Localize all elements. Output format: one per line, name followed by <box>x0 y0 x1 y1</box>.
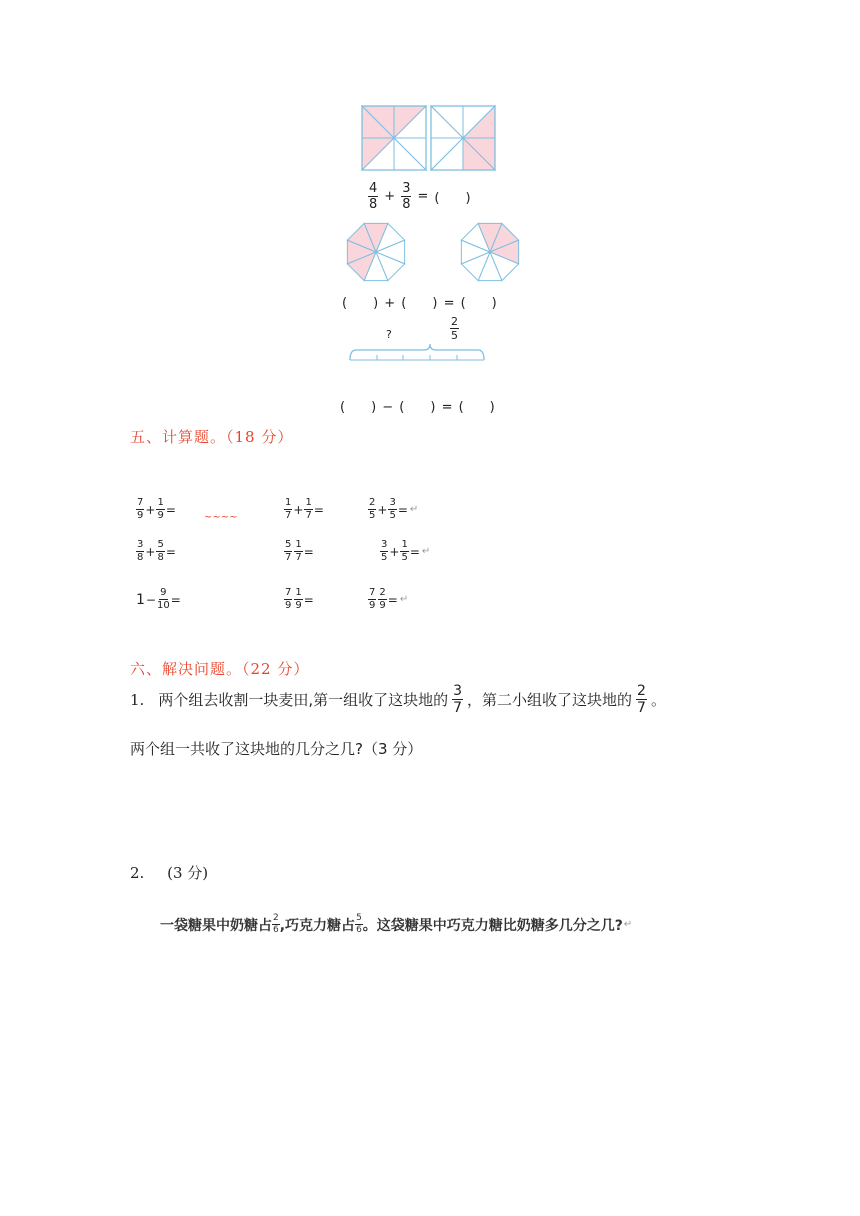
left-square <box>362 106 426 170</box>
calc-item <box>136 588 182 611</box>
left-octagon <box>347 223 404 280</box>
known-fraction: $\frac{2}{5}$ <box>451 315 458 342</box>
calc-fraction: $\frac{1}{7}$ <box>295 539 302 563</box>
fraction-3-8: $\frac{3}{8}$ <box>402 181 411 212</box>
calc-equals: = <box>303 544 314 559</box>
brace-diagram <box>346 340 486 364</box>
calc-item <box>136 540 177 563</box>
spell-squiggle: ~~~~ <box>204 512 238 523</box>
calc-operator: − <box>145 592 156 607</box>
calc-fraction: $\frac{1}{7}$ <box>285 497 292 521</box>
squares-equation: $\frac{4}{8}$ + $\frac{3}{8}$ = ( ) <box>369 181 471 212</box>
calc-equals: = <box>165 502 176 517</box>
right-square <box>431 106 495 170</box>
calc-equals: = <box>397 502 408 517</box>
calc-fraction: $\frac{5}{7}$ <box>285 539 292 563</box>
problem-2-header: 2. (3 分) <box>130 864 209 882</box>
problem-1-line2: 两个组一共收了这块地的几分之几?（3 分） <box>130 740 423 758</box>
calc-operator: + <box>145 502 156 517</box>
problem-2-text: 一袋糖果中奶糖占 $\frac{2}{6}$ ,巧克力糖占 $\frac{5}{6}$ 。这袋糖果中巧克力糖比奶糖多几分之几? ↵ <box>160 913 633 935</box>
calc-fraction: $\frac{1}{9}$ <box>157 497 164 521</box>
fraction-3-7: $\frac{3}{7}$ <box>453 683 463 716</box>
calc-item <box>380 540 430 563</box>
calc-equals: = <box>303 592 314 607</box>
unknown-label: ? <box>386 328 392 341</box>
problem-1: 1. 两个组去收割一块麦田,第一组收了这块地的 $\frac{3}{7}$ ，第二小组收了这块地的 $\frac{2}{7}$ 。 <box>130 683 666 716</box>
calc-equals: = <box>170 592 181 607</box>
octagons-equation: ( ) + ( ) = ( ) <box>342 296 497 311</box>
calc-operator: + <box>145 544 156 559</box>
calc-fraction: $\frac{9}{10}$ <box>156 587 170 611</box>
calc-fraction: $\frac{3}{5}$ <box>381 539 388 563</box>
calc-equals: = <box>165 544 176 559</box>
fraction-2-7: $\frac{2}{7}$ <box>637 683 646 716</box>
calc-item <box>136 498 177 521</box>
calc-item <box>284 540 315 563</box>
calc-fraction: $\frac{7}{9}$ <box>369 587 376 611</box>
problem-1-number: 1. <box>130 690 145 709</box>
section-6-title: 六、解决问题。（22 分） <box>130 660 310 678</box>
right-octagon <box>461 223 518 280</box>
calc-fraction: $\frac{2}{9}$ <box>379 587 386 611</box>
calc-fraction: $\frac{1}{9}$ <box>295 587 302 611</box>
calc-item <box>284 588 315 611</box>
calc-fraction: $\frac{3}{5}$ <box>389 497 396 521</box>
calc-whole: 1 <box>136 591 145 608</box>
calc-fraction: $\frac{5}{8}$ <box>157 539 164 563</box>
calc-fraction: $\frac{1}{7}$ <box>305 497 312 521</box>
calc-equals: = <box>387 592 398 607</box>
octagons-figure <box>342 218 532 288</box>
calc-item <box>284 498 325 521</box>
calc-fraction: $\frac{7}{9}$ <box>285 587 292 611</box>
calc-fraction: $\frac{1}{5}$ <box>401 539 408 563</box>
fraction-4-8: $\frac{4}{8}$ <box>369 181 378 212</box>
calc-fraction: $\frac{3}{8}$ <box>137 539 144 563</box>
fraction-5-6: $\frac{5}{6}$ <box>356 913 362 935</box>
calc-operator: + <box>389 544 400 559</box>
calc-item <box>368 498 418 521</box>
fraction-2-6: $\frac{2}{6}$ <box>273 913 279 935</box>
calc-fraction: $\frac{2}{5}$ <box>369 497 376 521</box>
calc-equals: = <box>313 502 324 517</box>
return-mark: ↵ <box>399 594 409 605</box>
shaded-squares-figure <box>360 104 500 174</box>
calc-item <box>368 588 408 611</box>
calc-operator: + <box>293 502 304 517</box>
calc-equals: = <box>409 544 420 559</box>
brace-equation: ( ) − ( ) = ( ) <box>340 400 495 415</box>
return-mark: ↵ <box>409 504 419 515</box>
calc-fraction: $\frac{7}{9}$ <box>137 497 144 521</box>
return-mark: ↵ <box>421 546 431 557</box>
answer-blank: ( ) <box>434 191 471 206</box>
section-5-title: 五、计算题。（18 分） <box>130 428 294 446</box>
calc-operator: + <box>377 502 388 517</box>
